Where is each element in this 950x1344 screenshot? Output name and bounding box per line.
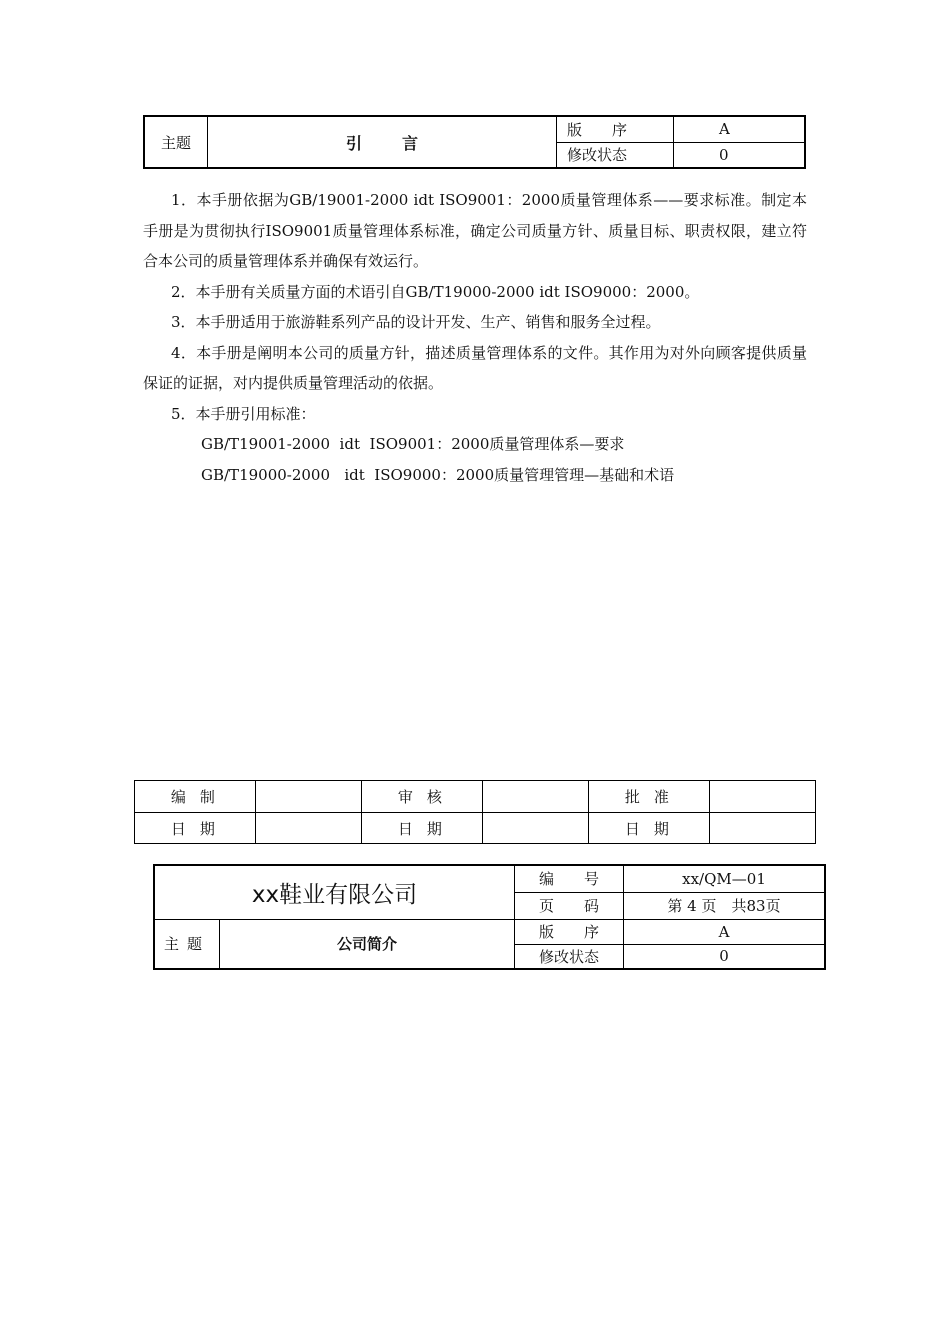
review-date-value <box>482 813 588 844</box>
approve-label: 批准 <box>588 781 709 813</box>
review-date-label: 日期 <box>361 813 482 844</box>
top-header-table <box>143 115 806 169</box>
edition-label: 版 序 <box>557 116 674 142</box>
reference-standard-2: GB/T19000-2000 idt ISO9000：2000质量管理管理—基础和术语 <box>201 465 675 484</box>
manual-intro-text <box>143 185 807 490</box>
compile-label: 编制 <box>135 781 256 813</box>
subject-label-2: 主题 <box>154 919 220 969</box>
company-name: xx鞋业有限公司 <box>154 865 515 919</box>
edition-value-2: A <box>624 919 826 944</box>
edition-label-2: 版 序 <box>515 919 624 944</box>
revision-value: 0 <box>674 142 806 168</box>
number-value: xx/QM—01 <box>624 865 826 892</box>
paragraph-1: 1．本手册依据为GB/19001-2000 idt ISO9001：2000质量管理体系——要求标准。制定本手册是为贯彻执行ISO9001质量管理体系标准，确定公司质量方针、质量目标、职责权限，建立符合本公司的质量管理体系并确保有效运行。 <box>143 191 807 270</box>
paragraph-2: 2．本手册有关质量方面的术语引自GB/T19000-2000 idt ISO9000：2000。 <box>171 282 700 301</box>
revision-value-2: 0 <box>624 944 826 969</box>
subject-label: 主题 <box>144 116 208 168</box>
section-title: 引言 <box>208 116 557 168</box>
review-label: 审核 <box>361 781 482 813</box>
reference-standard-1: GB/T19001-2000 idt ISO9001：2000质量管理体系—要求 <box>201 435 625 453</box>
review-value <box>482 781 588 813</box>
approve-value <box>709 781 815 813</box>
paragraph-5: 5．本手册引用标准： <box>171 404 316 423</box>
number-label: 编 号 <box>515 865 624 892</box>
compile-value <box>255 781 361 813</box>
approve-date-value <box>709 813 815 844</box>
company-header-table <box>153 864 826 970</box>
compile-date-label: 日期 <box>135 813 256 844</box>
revision-label-2: 修改状态 <box>515 944 624 969</box>
edition-value: A <box>674 116 806 142</box>
page-value: 第 4 页 共83页 <box>624 892 826 919</box>
paragraph-4: 4．本手册是阐明本公司的质量方针，描述质量管理体系的文件。其作用为对外向顾客提供质量保证的证据，对内提供质量管理活动的依据。 <box>143 343 807 392</box>
compile-date-value <box>255 813 361 844</box>
section-title-2: 公司简介 <box>220 919 515 969</box>
revision-label: 修改状态 <box>557 142 674 168</box>
paragraph-3: 3．本手册适用于旅游鞋系列产品的设计开发、生产、销售和服务全过程。 <box>171 313 661 331</box>
page-label: 页 码 <box>515 892 624 919</box>
signature-table <box>134 780 816 844</box>
approve-date-label: 日期 <box>588 813 709 844</box>
